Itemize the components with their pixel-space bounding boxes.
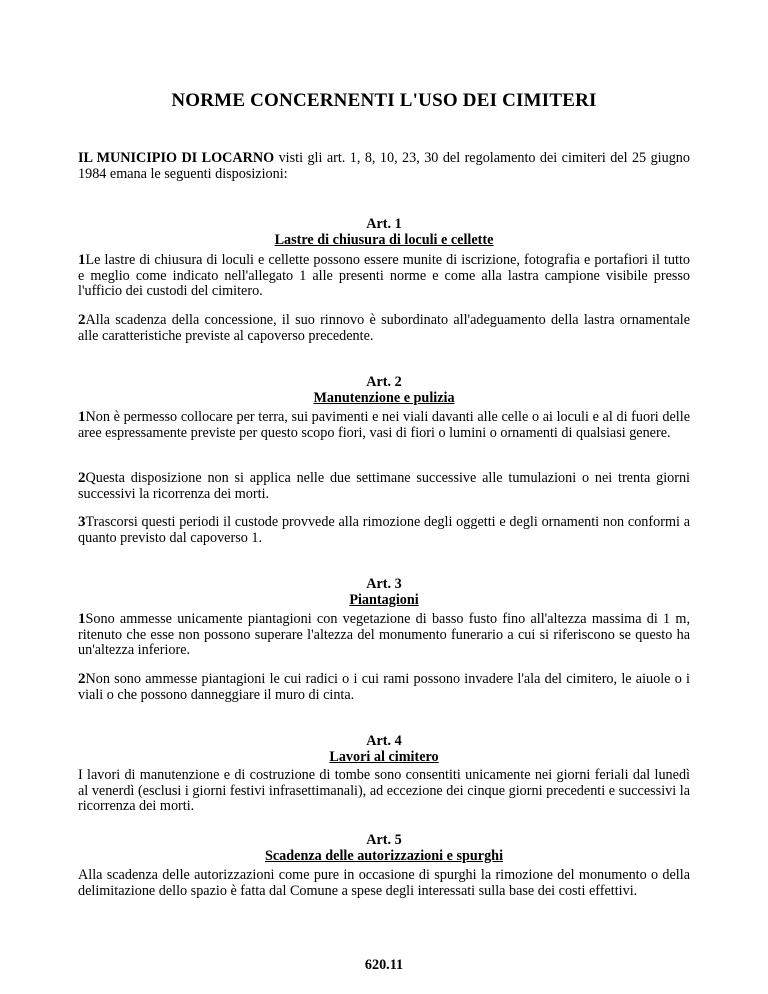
paragraph-text: Non è permesso collocare per terra, sui pavimenti e nei viali davanti alle celle o ai loculi e al di fuori delle aree espressamente previste per questo scopo fiori, vasi di fiori o lumini o ornamenti di qualsiasi genere. bbox=[78, 409, 690, 441]
article-heading: Lastre di chiusura di loculi e cellette bbox=[274, 232, 494, 248]
article-number: Art. 3 bbox=[366, 576, 402, 592]
paragraph-text: Questa disposizione non si applica nelle due settimane successive alle tumulazioni o nei trenta giorni successivi la ricorrenza dei morti. bbox=[78, 470, 690, 502]
paragraph-text: Sono ammesse unicamente piantagioni con vegetazione di basso fusto fino all'altezza massima di 1 m, ritenuto che esse non possono superare l'altezza del monumento funerario a cui si riferiscono se questo ha un'altezza inferiore. bbox=[78, 611, 690, 658]
article-number: Art. 1 bbox=[366, 216, 402, 232]
paragraph-text: Alla scadenza della concessione, il suo rinnovo è subordinato all'adeguamento della lastra ornamentale alle caratteristiche previste al capoverso precedente. bbox=[78, 312, 690, 344]
article-4-paragraph bbox=[78, 768, 690, 815]
article-3-paragraph-1 bbox=[78, 612, 690, 659]
paragraph-text: I lavori di manutenzione e di costruzione di tombe sono consentiti unicamente nei giorni feriali dal lunedì al venerdì (esclusi i giorni festivi infrasettimanali), ad eccezione dei cinque giorni precedenti e successivi la ricorrenza dei morti. bbox=[78, 767, 690, 814]
intro-issuer: IL MUNICIPIO DI LOCARNO bbox=[78, 150, 275, 166]
article-number: Art. 5 bbox=[366, 832, 402, 848]
article-1-paragraph-1 bbox=[78, 253, 690, 300]
article-5-header bbox=[0, 832, 768, 864]
paragraph-text: Alla scadenza delle autorizzazioni come pure in occasione di spurghi la rimozione del monumento o della delimitazione dello spazio è fatta dal Comune a spese degli interessati sulla base dei costi effettivi. bbox=[78, 867, 690, 899]
page-title: NORME CONCERNENTI L'USO DEI CIMITERI bbox=[171, 90, 597, 111]
article-2-paragraph-1 bbox=[78, 410, 690, 441]
paragraph-text: Le lastre di chiusura di loculi e cellette possono essere munite di iscrizione, fotografia e portafiori il tutto e meglio come indicato nell'allegato 1 alle presenti norme e come alla lastra campione visibile presso l'ufficio dei custodi del cimitero. bbox=[78, 252, 690, 299]
paragraph-number: 1 bbox=[78, 409, 86, 425]
article-number: Art. 4 bbox=[366, 733, 402, 749]
paragraph-number: 1 bbox=[78, 611, 86, 627]
article-2-paragraph-2 bbox=[78, 471, 690, 502]
article-2-header bbox=[0, 374, 768, 406]
page-footer-code: 620.11 bbox=[364, 957, 404, 973]
paragraph-number: 2 bbox=[78, 312, 86, 328]
paragraph-number: 2 bbox=[78, 470, 86, 486]
article-4-header bbox=[0, 733, 768, 765]
paragraph-text: Trascorsi questi periodi il custode provvede alla rimozione degli oggetti e degli ornamenti non conformi a quanto previsto dal capoverso 1. bbox=[78, 514, 690, 546]
intro-paragraph bbox=[78, 151, 690, 182]
article-1-header bbox=[0, 216, 768, 248]
article-5-paragraph bbox=[78, 868, 690, 899]
article-heading: Scadenza delle autorizzazioni e spurghi bbox=[264, 848, 504, 864]
paragraph-number: 1 bbox=[78, 252, 86, 268]
article-heading: Piantagioni bbox=[349, 592, 419, 608]
paragraph-number: 3 bbox=[78, 514, 86, 530]
article-1-paragraph-2 bbox=[78, 313, 690, 344]
paragraph-number: 2 bbox=[78, 671, 86, 687]
article-3-header bbox=[0, 576, 768, 608]
article-2-paragraph-3 bbox=[78, 515, 690, 546]
article-3-paragraph-2 bbox=[78, 672, 690, 703]
article-heading: Lavori al cimitero bbox=[329, 749, 439, 765]
paragraph-text: Non sono ammesse piantagioni le cui radici o i cui rami possono invadere l'ala del cimitero, le aiuole o i viali o che possono danneggiare il muro di cinta. bbox=[78, 671, 690, 703]
article-number: Art. 2 bbox=[366, 374, 402, 390]
intro-text: visti gli art. 1, 8, 10, 23, 30 del regolamento dei cimiteri del 25 giugno 1984 emana le seguenti disposizioni: bbox=[78, 150, 690, 182]
article-heading: Manutenzione e pulizia bbox=[313, 390, 455, 406]
